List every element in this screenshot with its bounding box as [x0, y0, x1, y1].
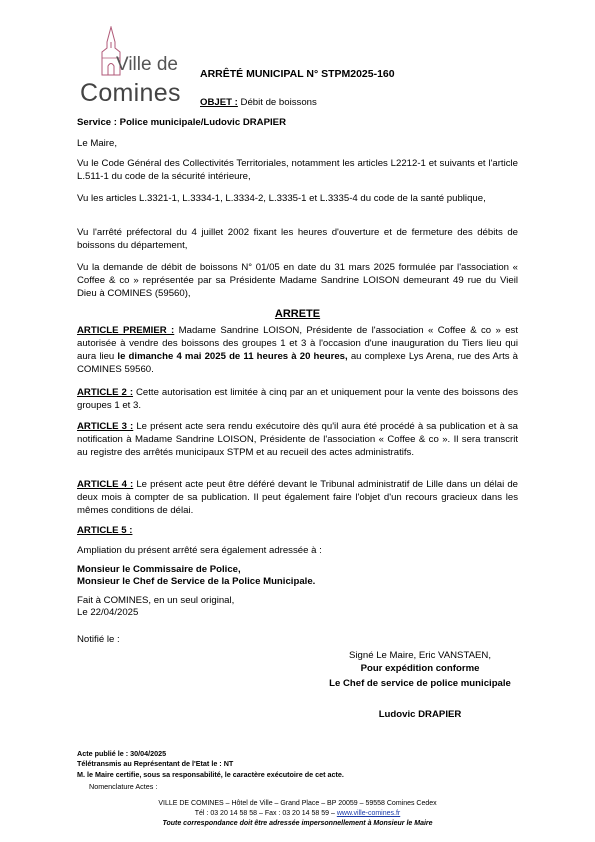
ampliation-text: Ampliation du présent arrêté sera également adressée à : — [77, 545, 322, 556]
vu-paragraph-2: Vu les articles L.3321-1, L.3334-1, L.3334-2, L.3335-1 et L.3335-4 du code de la santé publique, — [77, 193, 486, 204]
recipient-1: Monsieur le Commissaire de Police, — [77, 564, 241, 575]
website-link[interactable]: www.ville-comines.fr — [336, 810, 401, 817]
publication-date: Acte publié le : 30/04/2025 — [77, 749, 167, 758]
article-3: ARTICLE 3 : Le présent acte sera rendu exécutoire dès qu'il aura été procédé à sa publication et à sa notification à Madame Sandrine LOISON, Présidente de l'association « Coffee & co ». Il sera transcrit au registre des arrêtés municipaux STPM et au recueil des actes administratifs. — [77, 421, 518, 458]
decree-title: ARRÊTÉ MUNICIPAL N° STPM2025-160 — [200, 68, 395, 80]
article-premier: ARTICLE PREMIER : Madame Sandrine LOISON, Présidente de l'association « Coffee & co » est autorisée à vendre des boissons des groupes 1 et 3 à l'occasion d'une inauguration du Tiers lieu qui aura lieu le dimanche 4 mai 2025 de 11 heures à 20 heures, au complexe Lys Arena, rue des Arts à COMINES 59560. — [77, 325, 518, 375]
signature-role: Le Chef de service de police municipale — [329, 678, 511, 689]
signature-mayor: Signé Le Maire, Eric VANSTAEN, — [349, 650, 491, 661]
logo-text-ville: Ville de — [116, 54, 178, 75]
service-line: Service : Police municipale/Ludovic DRAPIER — [77, 117, 286, 128]
contact-line — [0, 809, 595, 819]
subject-label: OBJET : — [200, 97, 238, 108]
decree-date: Le 22/04/2025 — [77, 607, 139, 618]
correspondence-note: Toute correspondance doit être adressée impersonnellement à Monsieur le Maire — [162, 820, 433, 827]
transmission-info: Télétransmis au Représentant de l'Etat le : NT — [77, 759, 234, 768]
article-2: ARTICLE 2 : Cette autorisation est limitée à cinq par an et uniquement pour la vente des boissons des groupes 1 et 3. — [77, 387, 518, 411]
article-4: ARTICLE 4 : Le présent acte peut être déféré devant le Tribunal administratif de Lille dans un délai de deux mois à compter de sa publication. Il peut également faire l'objet d'un recours gracieux dans les mêmes conditions de délai. — [77, 479, 518, 516]
nomenclature-label: Nomenclature Actes : — [89, 782, 158, 791]
subject-text: Débit de boissons — [237, 97, 317, 108]
fait-a: Fait à COMINES, en un seul original, — [77, 595, 235, 606]
phone-fax: Tél : 03 20 14 58 58 – Fax : 03 20 14 58 59 – — [194, 810, 337, 817]
mayor-salutation: Le Maire, — [77, 138, 117, 149]
recipient-2: Monsieur le Chef de Service de la Police Municipale. — [77, 576, 316, 587]
signature-name: Ludovic DRAPIER — [378, 709, 462, 720]
logo-text-comines: Comines — [80, 79, 181, 107]
vu-paragraph-3: Vu l'arrêté préfectoral du 4 juillet 2002 fixant les heures d'ouverture et de fermeture des débits de boissons du département, — [77, 227, 518, 251]
vu-paragraph-4: Vu la demande de débit de boissons N° 01/05 en date du 31 mars 2025 formulée par l'association « Coffee & co » représentée par sa Présidente Madame Sandrine LOISON demeurant 49 rue du Vieil Dieu à COMINES (59560), — [77, 262, 518, 299]
executory-statement: M. le Maire certifie, sous sa responsabilité, le caractère exécutoire de cet acte. — [77, 770, 344, 779]
city-address: VILLE DE COMINES – Hôtel de Ville – Grand Place – BP 20059 – 59558 Comines Cedex — [158, 800, 437, 807]
vu-paragraph-1: Vu le Code Général des Collectivités Territoriales, notamment les articles L2212-1 et suivants et l'article L.511-1 du code de la sécurité intérieure, — [77, 158, 518, 182]
notified-on: Notifié le : — [77, 634, 120, 645]
article-5: ARTICLE 5 : — [77, 525, 133, 536]
event-datetime: le dimanche 4 mai 2025 de 11 heures à 20 heures, — [117, 351, 348, 362]
signature-conforme: Pour expédition conforme — [360, 663, 480, 674]
article-premier-label: ARTICLE PREMIER : — [77, 325, 175, 336]
decree-subject — [200, 97, 317, 108]
arrete-heading: ARRETE — [274, 308, 321, 320]
